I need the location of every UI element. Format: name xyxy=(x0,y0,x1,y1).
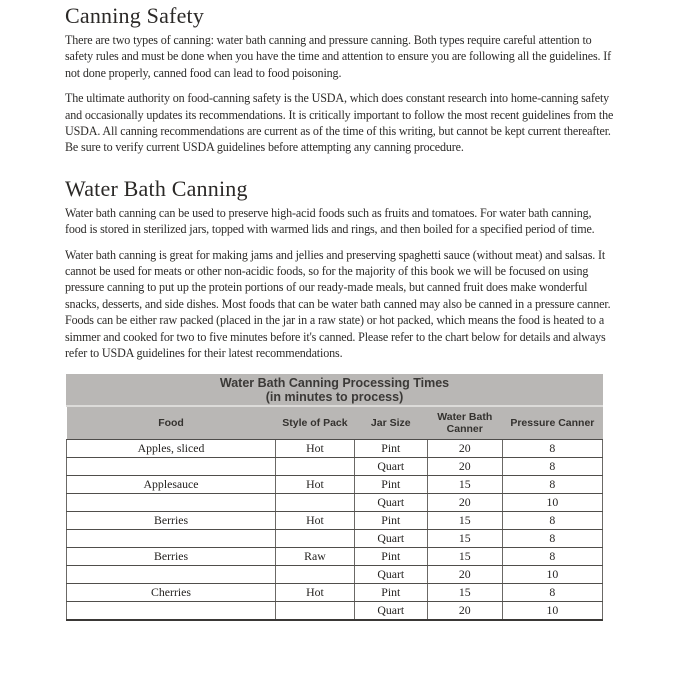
table-cell: 8 xyxy=(502,440,602,458)
table-cell: 8 xyxy=(502,512,602,530)
table-cell: 20 xyxy=(427,458,502,476)
table-cell: Pint xyxy=(354,548,427,566)
table-cell: Pint xyxy=(354,440,427,458)
table-cell: Pint xyxy=(354,476,427,494)
table-cell: 8 xyxy=(502,476,602,494)
section-heading-water-bath-canning: Water Bath Canning xyxy=(65,175,248,201)
table-cell: Apples, sliced xyxy=(67,440,276,458)
table-cell: 20 xyxy=(427,602,502,621)
table-row xyxy=(67,548,603,566)
table-cell xyxy=(276,494,355,512)
table-cell: Berries xyxy=(67,512,276,530)
table-cell xyxy=(276,458,355,476)
paragraph-water-bath-uses: Water bath canning is great for making jams and jellies and preserving spaghetti sauce (without meat) and salsas. It cannot be used for meats or other non-acidic foods, so for the majority of this book we will be focused on using pressure canning to put up the protein portions of our ready-made meals, but canned fruit does make wonderful snacks, desserts, and side dishes. Most foods that can be water bath canned may also be canned in a pressure canner. Foods can be either raw packed (placed in the jar in a raw state) or hot packed, which means the food is heated to a simmer and cooked for two to five minutes before it's canned. Please refer to the chart below for details and always refer to USDA guidelines for their latest recommendations. xyxy=(65,247,611,361)
table-cell: 20 xyxy=(427,566,502,584)
table-cell: Pint xyxy=(354,512,427,530)
table-cell xyxy=(67,530,276,548)
column-header-pressure-canner: Pressure Canner xyxy=(502,407,602,440)
table-row xyxy=(67,476,603,494)
table-cell xyxy=(67,494,276,512)
table-cell: Quart xyxy=(354,494,427,512)
table-header-row xyxy=(67,407,603,440)
table-cell: 8 xyxy=(502,584,602,602)
table-row xyxy=(67,530,603,548)
table-cell: Raw xyxy=(276,548,355,566)
table-cell: Quart xyxy=(354,602,427,621)
table-title xyxy=(66,374,603,407)
table-cell: 15 xyxy=(427,512,502,530)
table-cell: 20 xyxy=(427,494,502,512)
table-cell: Pint xyxy=(354,584,427,602)
table-cell: Hot xyxy=(276,512,355,530)
table-cell: 10 xyxy=(502,602,602,621)
table-cell: 15 xyxy=(427,548,502,566)
table-cell: 15 xyxy=(427,530,502,548)
table-cell: Quart xyxy=(354,458,427,476)
table-cell xyxy=(276,602,355,621)
processing-times-table xyxy=(66,374,603,622)
table-cell: 8 xyxy=(502,530,602,548)
table-cell: Hot xyxy=(276,440,355,458)
column-header-water-bath-canner: Water Bath Canner xyxy=(427,407,502,440)
processing-times-grid xyxy=(66,407,603,622)
paragraph-usda-authority: The ultimate authority on food-canning safety is the USDA, which does constant research into home-canning safety and occasionally updates its recommendations. It is critically important to follow the most recent guidelines from the USDA. All canning recommendations are current as of the time of this writing, but cannot be kept current thereafter. Be sure to verify current USDA guidelines before attempting any canning procedure. xyxy=(65,91,614,155)
table-cell: Berries xyxy=(67,548,276,566)
table-cell xyxy=(276,530,355,548)
table-row xyxy=(67,602,603,621)
table-row xyxy=(67,512,603,530)
table-row xyxy=(67,458,603,476)
table-cell: 8 xyxy=(502,458,602,476)
table-cell: Quart xyxy=(354,566,427,584)
table-cell xyxy=(276,566,355,584)
table-cell: Applesauce xyxy=(67,476,276,494)
table-title-line2: (in minutes to process) xyxy=(265,389,404,404)
table-cell: 15 xyxy=(427,584,502,602)
table-cell: Cherries xyxy=(67,584,276,602)
table-cell: 8 xyxy=(502,548,602,566)
column-header-food: Food xyxy=(67,407,276,440)
table-cell xyxy=(67,458,276,476)
paragraph-water-bath-intro: Water bath canning can be used to preserve high-acid foods such as fruits and tomatoes. For water bath canning, food is stored in sterilized jars, topped with warmed lids and rings, and then boiled for a specified period of time. xyxy=(65,205,595,237)
table-cell: 15 xyxy=(427,476,502,494)
table-cell: Hot xyxy=(276,584,355,602)
table-row xyxy=(67,584,603,602)
table-row xyxy=(67,566,603,584)
table-cell: Quart xyxy=(354,530,427,548)
table-cell: Hot xyxy=(276,476,355,494)
table-row xyxy=(67,494,603,512)
column-header-jar-size: Jar Size xyxy=(354,407,427,440)
table-cell xyxy=(67,602,276,621)
table-row xyxy=(67,440,603,458)
table-title-line1: Water Bath Canning Processing Times xyxy=(219,375,450,390)
section-heading-canning-safety: Canning Safety xyxy=(65,3,205,28)
table-cell: 10 xyxy=(502,566,602,584)
table-cell xyxy=(67,566,276,584)
table-cell: 20 xyxy=(427,440,502,458)
table-cell: 10 xyxy=(502,494,602,512)
paragraph-canning-types: There are two types of canning: water bath canning and pressure canning. Both types require careful attention to safety rules and must be done when you have the time and attention to ensure you are following all the guidelines. If not done properly, canned food can lead to food poisoning. xyxy=(65,33,611,80)
column-header-style-of-pack: Style of Pack xyxy=(276,407,355,440)
